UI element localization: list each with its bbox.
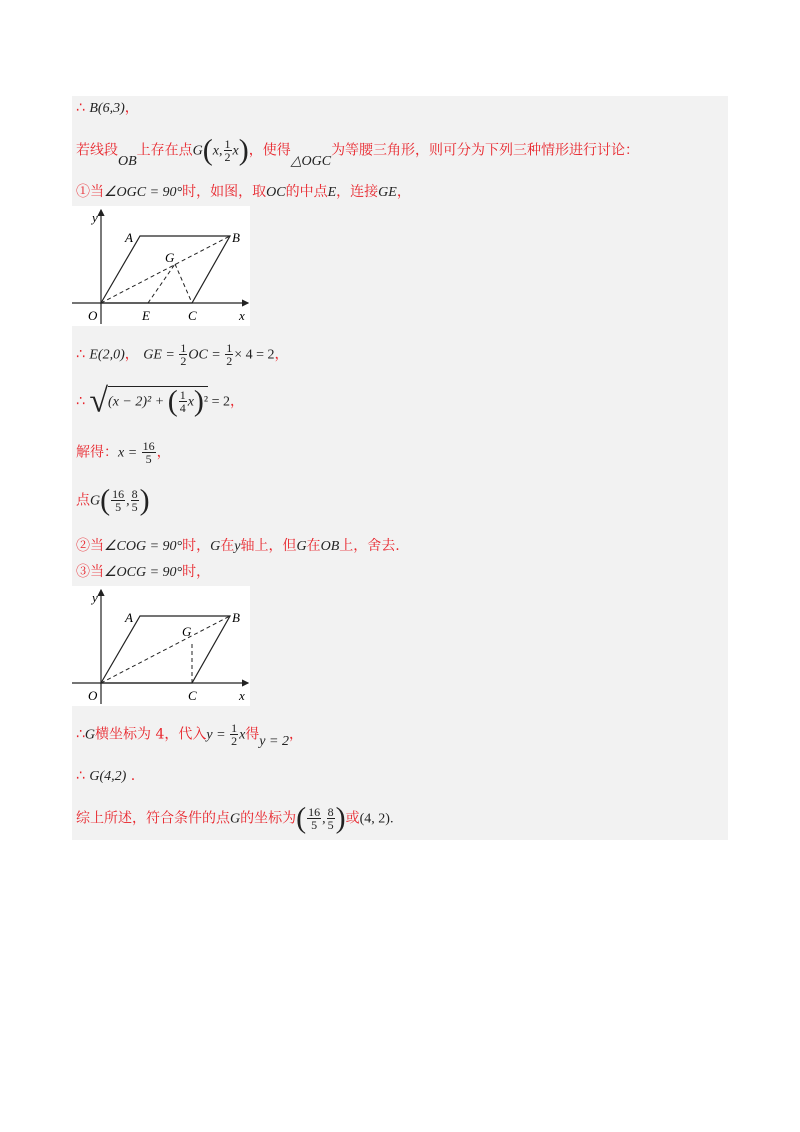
line-case-1: ①当∠OGC = 90°时，如图，取OC的中点E，连接GE，: [76, 184, 411, 200]
fraction: $\frac{1}{2}$: [226, 341, 233, 368]
line-e-coordinates: ∴ E(2,0)， GE = $\frac{1}{2}$ OC = $\frac{1}{2}$ × 4 = 2，: [76, 341, 289, 368]
segment-ge: [148, 264, 175, 303]
line-point-g: 点G( $\frac{16}{5}$ , $\frac{8}{5}$ ): [76, 483, 150, 517]
fraction: $\frac{1}{2}$: [180, 341, 187, 368]
sqrt-radicand: (x − 2)² + ( $\frac{1}{4}$ x)²: [108, 384, 209, 418]
label-c: C: [188, 688, 197, 703]
label-y: y: [92, 210, 98, 225]
segment-gc: [175, 264, 192, 303]
line-case-3: ③当∠OCG = 90°时，: [76, 564, 211, 580]
fraction: $\frac{1}{2}$: [231, 721, 238, 748]
label-o: O: [88, 308, 98, 323]
line-g-result: ∴ G(4,2) .: [76, 768, 136, 784]
label-c: C: [188, 308, 197, 323]
line-b-point: ∴ B(6,3)，: [76, 100, 139, 116]
label-e: E: [142, 308, 150, 323]
label-x: x: [239, 308, 245, 323]
parallelogram-diagram-1: [72, 206, 250, 326]
fraction: $\frac{1}{2}$: [224, 137, 231, 164]
label-b: B: [232, 610, 240, 625]
label-g: G: [165, 250, 175, 265]
label-o: O: [88, 688, 98, 703]
label-y: y: [92, 590, 98, 605]
line-case-2: ②当∠COG = 90°时，G在y轴上，但G在OB上，舍去.: [76, 538, 400, 554]
fraction: $\frac{16}{5}$: [142, 439, 155, 466]
line-substitute: ∴G横坐标为 4，代入y = $\frac{1}{2}$ x得y = 2，: [76, 721, 303, 749]
label-b: B: [232, 230, 240, 245]
label-x: x: [239, 688, 245, 703]
label-g: G: [182, 624, 192, 639]
line-distance-equation: ∴ √(x − 2)² + ( $\frac{1}{4}$ x)² = 2，: [76, 382, 245, 420]
line-solve-x: 解得：x = $\frac{16}{5}$ ，: [76, 439, 171, 466]
label-a: A: [125, 610, 133, 625]
figure-case-3: [72, 586, 250, 706]
line-intro: 若线段OB上存在点G(x, $\frac{1}{2}$ x)，使得△OGC为等腰三角形，则可分为下列三种情形进行讨论：: [76, 133, 640, 169]
figure-case-1: [72, 206, 250, 326]
line-conclusion: 综上所述，符合条件的点G的坐标为( $\frac{16}{5}$ , $\frac{8}{5}$ )或(4, 2).: [76, 801, 394, 835]
parallelogram-diagram-2: [72, 586, 250, 706]
label-a: A: [125, 230, 133, 245]
